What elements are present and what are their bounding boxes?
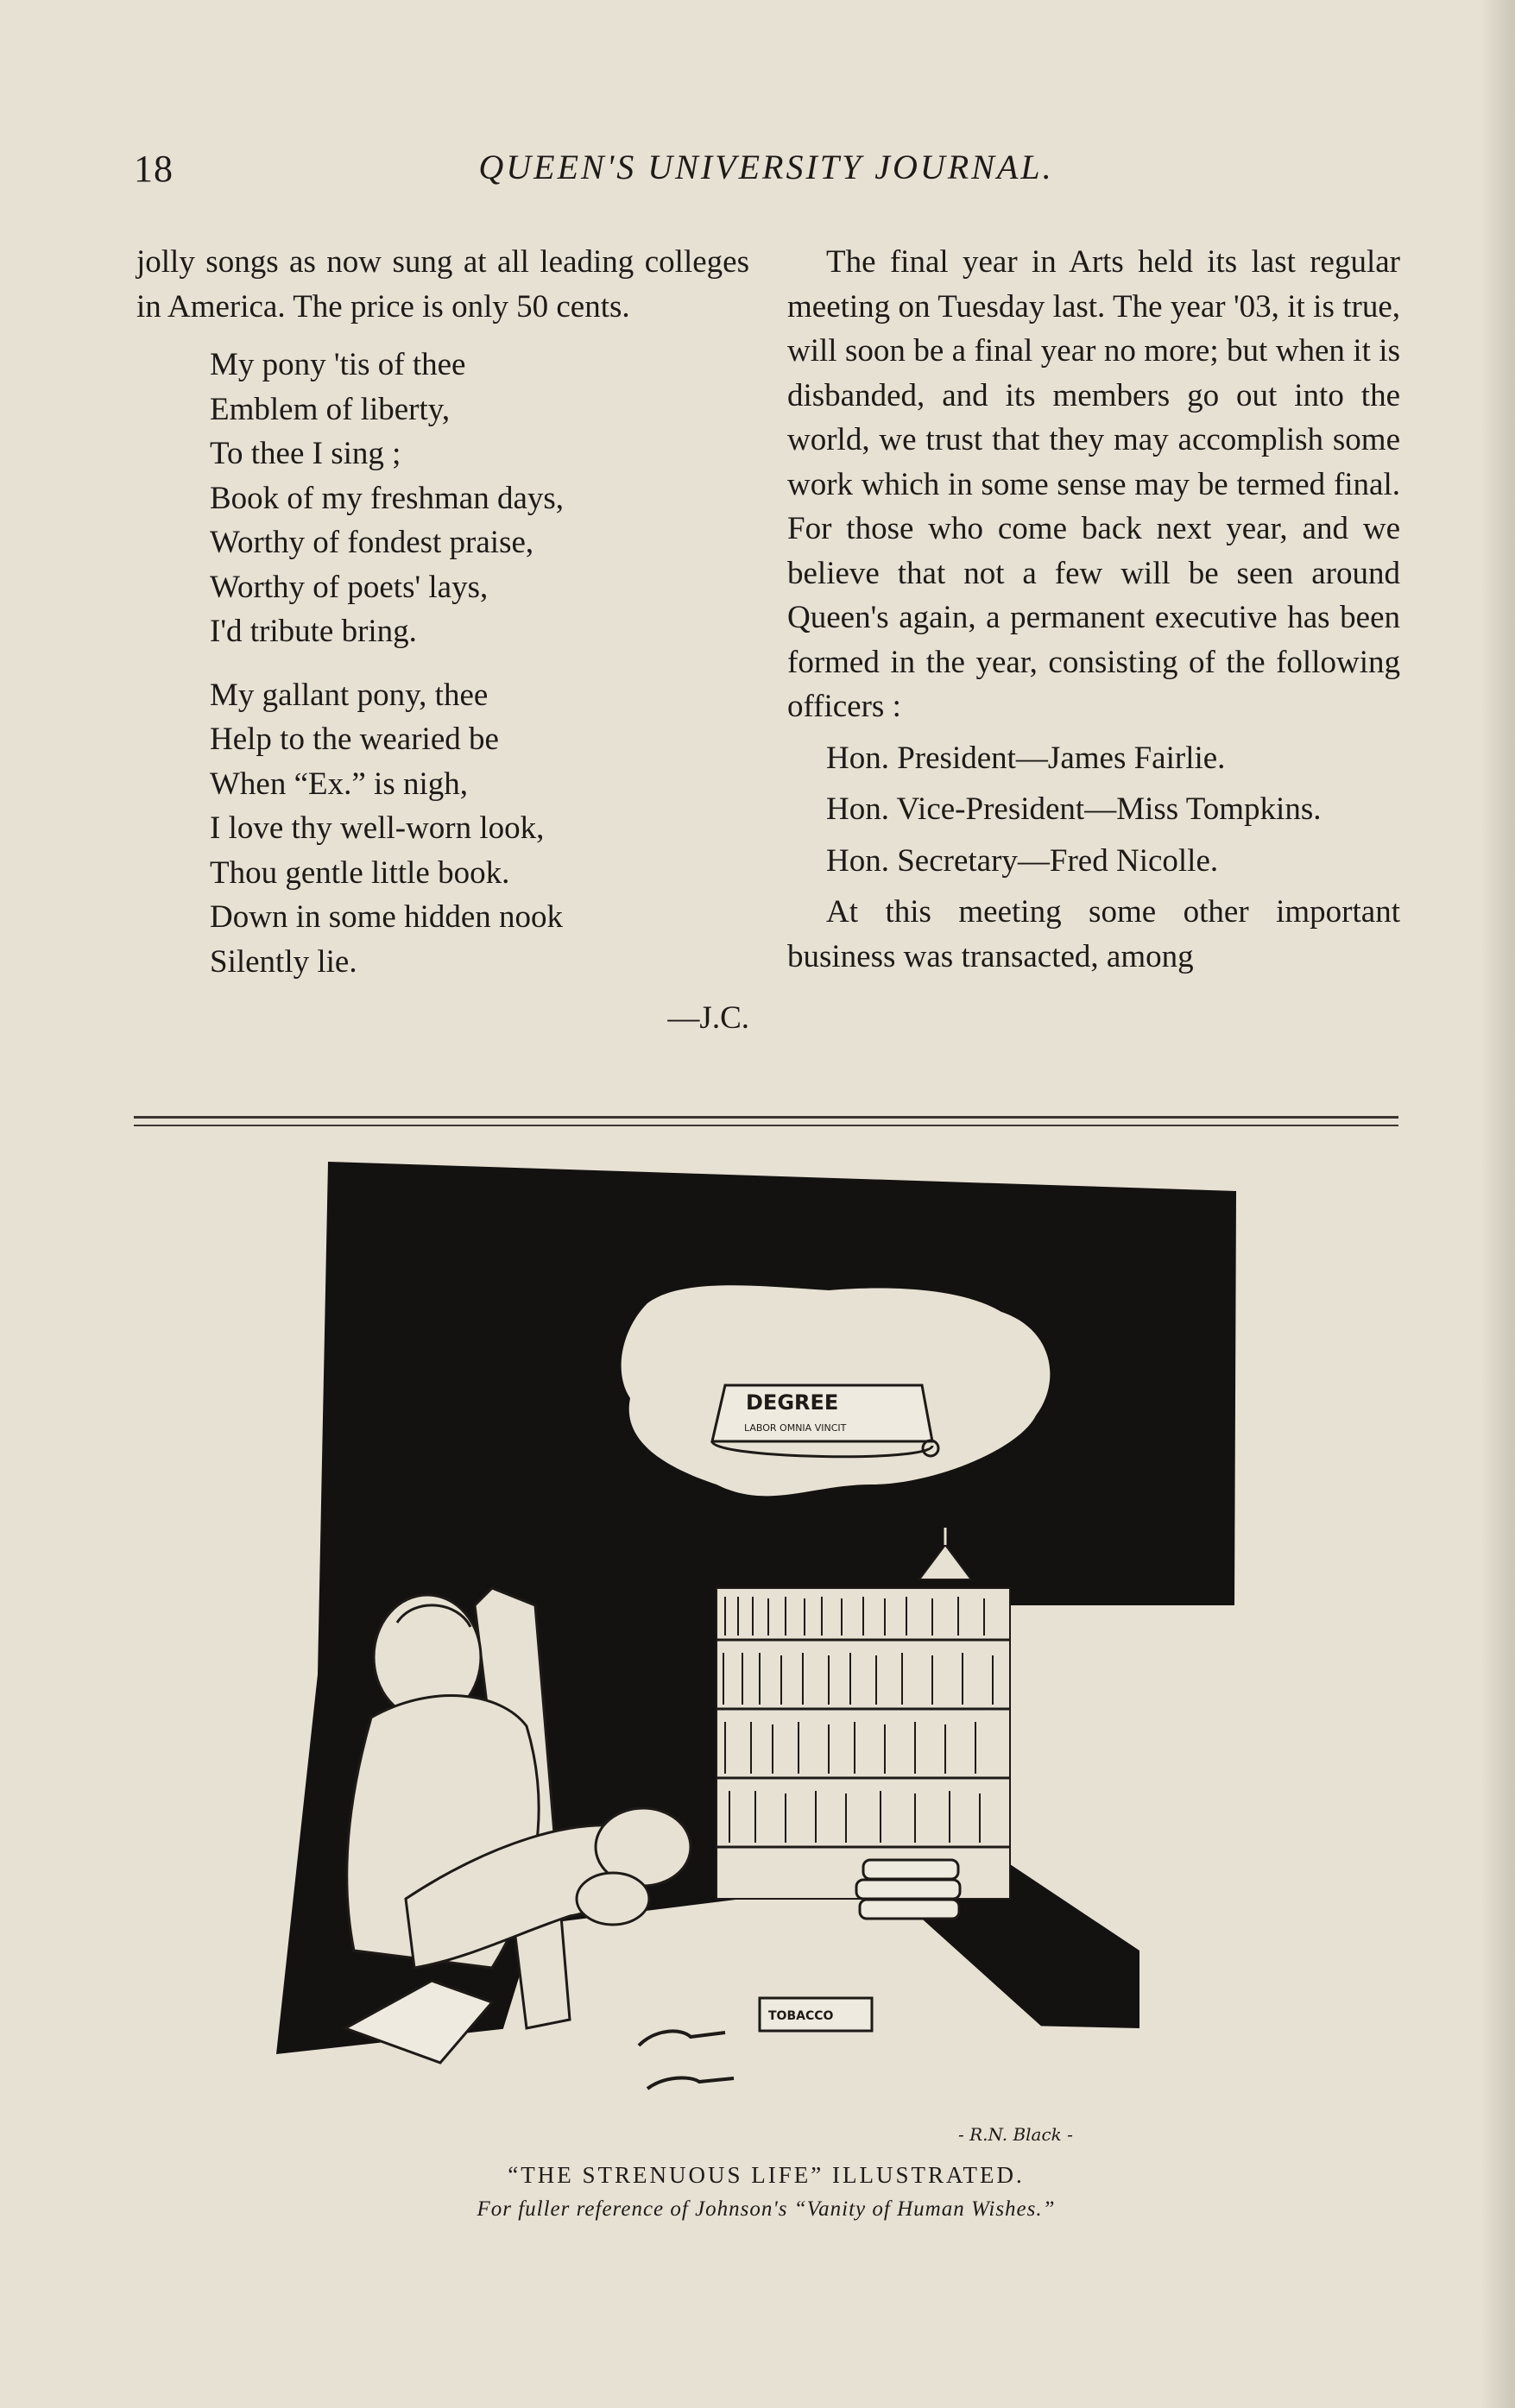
journal-title: QUEEN'S UNIVERSITY JOURNAL. [478, 148, 1054, 186]
poem-line: When “Ex.” is nigh, [210, 766, 468, 802]
cartoon-illustration [276, 1157, 1243, 2158]
officer-entry: Hon. Vice-President—Miss Tompkins. [826, 791, 1322, 827]
poem-line: I love thy well-worn look, [210, 810, 545, 846]
closing-paragraph: At this meeting some other important business was transacted, among [787, 894, 1400, 974]
tobacco-tin [760, 1998, 872, 2031]
poem-line: Down in some hidden nook [210, 899, 564, 935]
officer-entry: Hon. President—James Fairlie. [826, 740, 1226, 776]
intro-text: jolly songs as now sung at all leading colleges in America. The price is only 50 cents. [136, 244, 749, 325]
bookshelf [716, 1588, 1010, 1899]
poem-line: To thee I sing ; [210, 436, 401, 471]
illustration-subcaption: For fuller reference of Johnson's “Vanity of Human Wishes.” [477, 2197, 1056, 2221]
section-divider-bottom [134, 1125, 1398, 1126]
officer-entry: Hon. Secretary—Fred Nicolle. [826, 842, 1219, 879]
section-divider-top [134, 1116, 1398, 1119]
scroll-motto: LABOR OMNIA VINCIT [744, 1422, 847, 1434]
illustration-caption: “THE STRENUOUS LIFE” ILLUSTRATED. [508, 2162, 1025, 2188]
poem-line: I'd tribute bring. [210, 614, 417, 649]
scroll-title: DEGREE [746, 1390, 839, 1415]
poem-line: Worthy of poets' lays, [210, 569, 489, 605]
page-number: 18 [134, 148, 174, 190]
poem-line: Book of my freshman days, [210, 480, 565, 516]
tobacco-label: TOBACCO [768, 2009, 834, 2023]
poem-signature: —J.C. [667, 1000, 749, 1036]
page-edge-shadow [1480, 0, 1515, 2408]
meeting-paragraph: The final year in Arts held its last regular meeting on Tuesday last. The year '03, it is true, will soon be a final year no more; but when it is disbanded, and its members go out into the world, we trust that they may accomplish some work which in some sense may be termed final. For those who come back next year, and we believe that not a few will be seen around Queen's again, a permanent executive has been formed in the year, consisting of the following officers : [787, 244, 1400, 724]
poem-line: My pony 'tis of thee [210, 347, 466, 382]
pipe-icon [647, 2077, 734, 2089]
poem-line: Help to the wearied be [210, 722, 499, 757]
poem-stanza-2 [210, 673, 749, 985]
poem-line: Silently lie. [210, 943, 357, 980]
poem-line: Thou gentle little book. [210, 854, 510, 891]
cartoon-drawing [276, 1157, 1243, 2158]
poem-line: My gallant pony, thee [210, 677, 489, 713]
poem-stanza-1 [210, 343, 749, 654]
poem-line: Emblem of liberty, [210, 391, 451, 427]
page-header [134, 147, 1398, 207]
artist-signature: - R.N. Black - [958, 2124, 1073, 2145]
right-column [787, 240, 1400, 979]
poem-line: Worthy of fondest praise, [210, 525, 534, 560]
book-stack [856, 1860, 960, 1919]
left-column [136, 240, 749, 1041]
